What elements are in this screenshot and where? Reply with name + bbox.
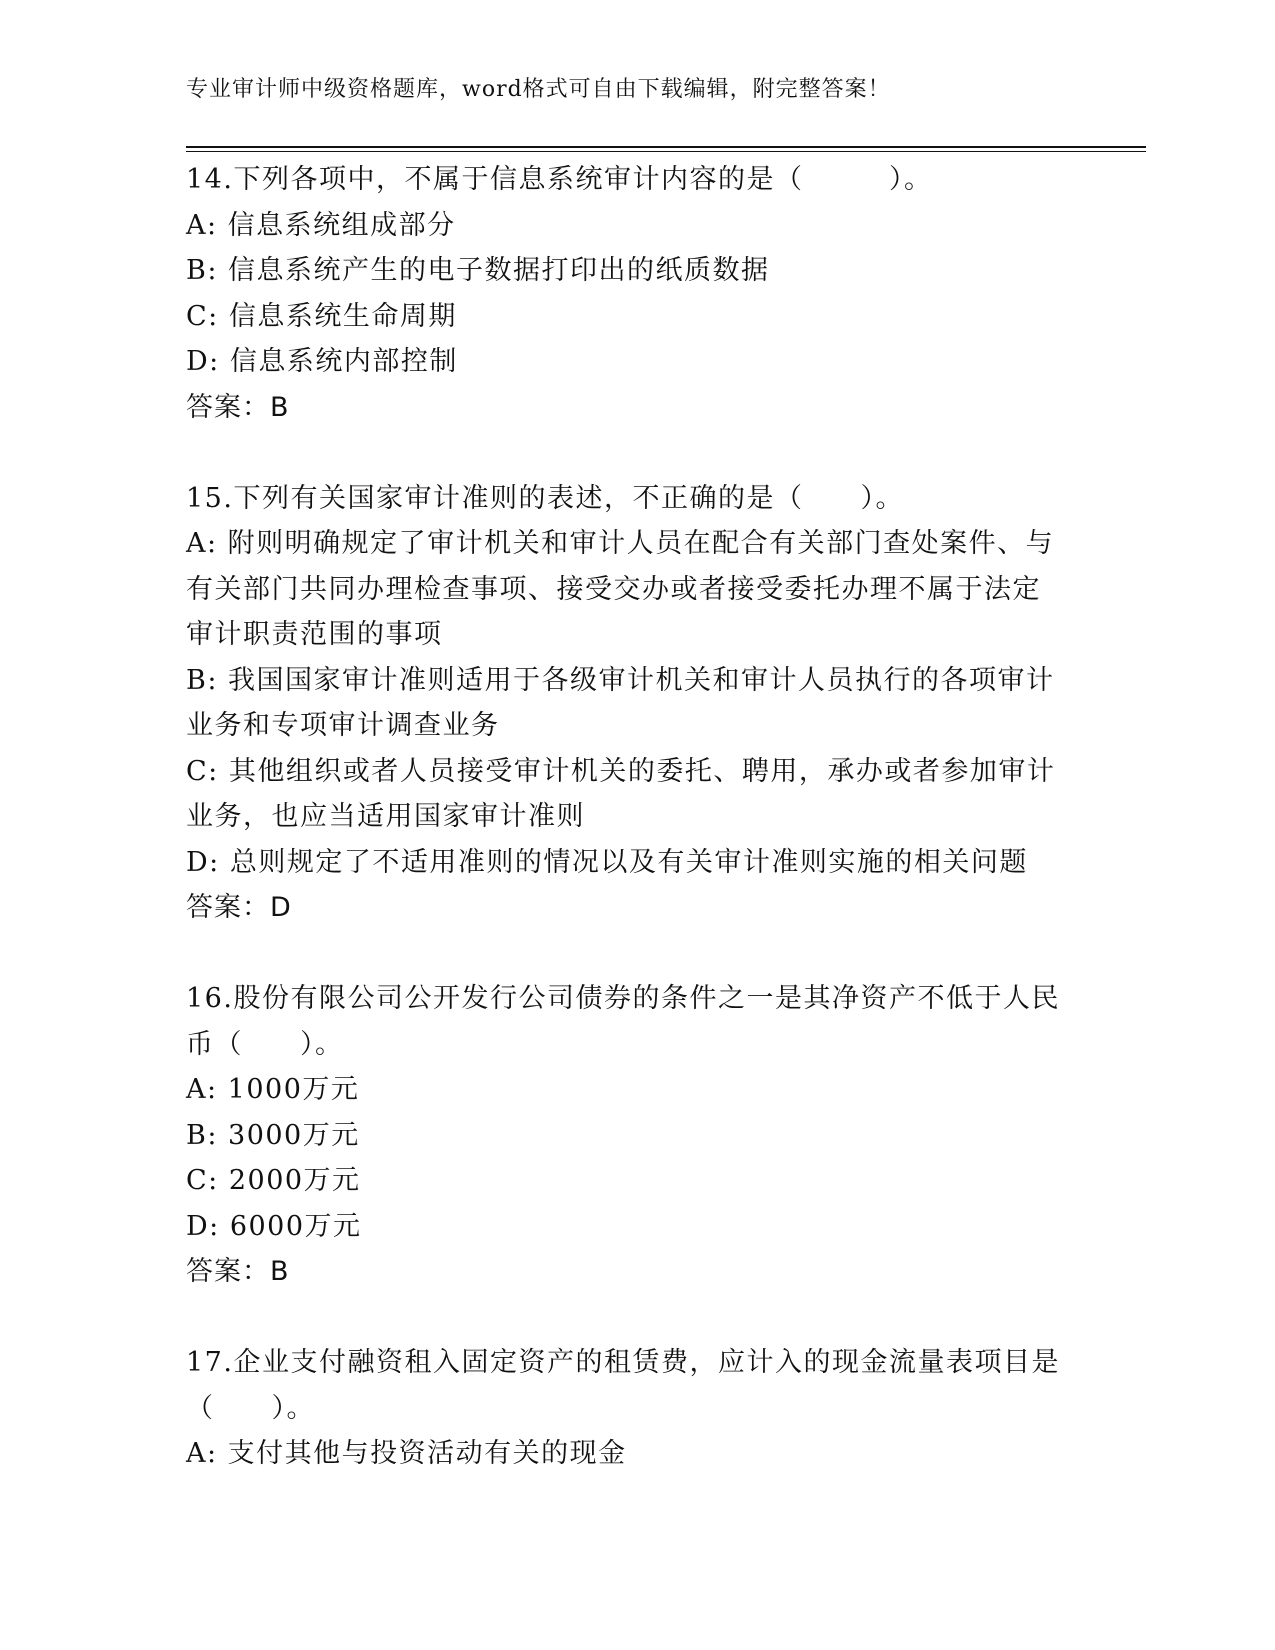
question-stem: 16.股份有限公司公开发行公司债券的条件之一是其净资产不低于人民币（ ）。: [186, 983, 1060, 1060]
answer: 答案：B: [186, 391, 290, 423]
question-15: [186, 476, 1066, 931]
question-17: [186, 1340, 1066, 1477]
option-b: B: 信息系统产生的电子数据打印出的纸质数据: [186, 255, 770, 286]
question-16: [186, 976, 1066, 1295]
option-a: A: 信息系统组成部分: [186, 209, 456, 241]
question-stem: 14.下列各项中，不属于信息系统审计内容的是（ ）。: [186, 164, 933, 195]
question-14: [186, 157, 1066, 430]
option-c: C: 信息系统生命周期: [186, 300, 457, 332]
answer: 答案：D: [186, 892, 292, 923]
option-a: A: 附则明确规定了审计机关和审计人员在配合有关部门查处案件、与有关部门共同办理检查事项、接受交办或者接受委托办理不属于法定审计职责范围的事项: [186, 528, 1055, 650]
option-b: B: 3000万元: [186, 1119, 360, 1151]
question-list: [186, 157, 1066, 1477]
option-c: C: 其他组织或者人员接受审计机关的委托、聘用，承办或者参加审计业务，也应当适用国家审计准则: [186, 755, 1056, 832]
header-rule-thin: [186, 151, 1146, 152]
question-stem: 17.企业支付融资租入固定资产的租赁费，应计入的现金流量表项目是（ ）。: [186, 1347, 1060, 1424]
question-stem: 15.下列有关国家审计准则的表述，不正确的是（ ）。: [186, 482, 904, 514]
option-a: A: 支付其他与投资活动有关的现金: [186, 1438, 627, 1469]
answer: 答案：B: [186, 1256, 290, 1287]
option-d: D: 6000万元: [186, 1210, 362, 1242]
option-d: D: 总则规定了不适用准则的情况以及有关审计准则实施的相关问题: [186, 846, 1028, 878]
header-rule-thick: [186, 146, 1146, 148]
option-a: A: 1000万元: [186, 1074, 360, 1105]
option-b: B: 我国国家审计准则适用于各级审计机关和审计人员执行的各项审计业务和专项审计调查业务: [186, 664, 1055, 741]
page-header: 专业审计师中级资格题库，word格式可自由下载编辑，附完整答案！: [186, 77, 891, 102]
option-d: D: 信息系统内部控制: [186, 346, 458, 377]
option-c: C: 2000万元: [186, 1165, 361, 1196]
